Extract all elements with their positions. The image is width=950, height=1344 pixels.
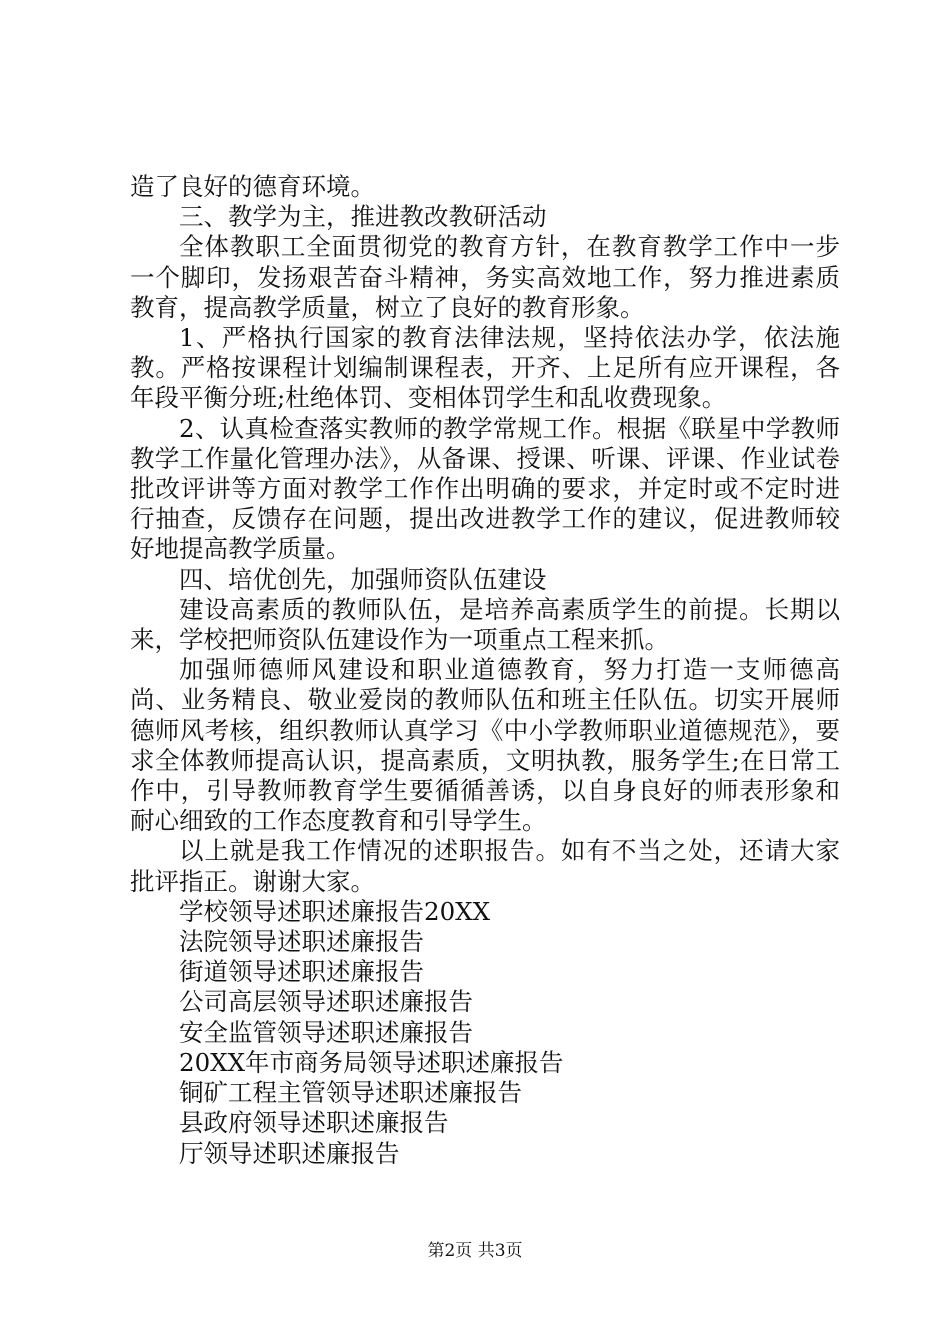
paragraph: 1、严格执行国家的教育法律法规，坚持依法办学，依法施教。严格按课程计划编制课程表，开齐、上足所有应开课程，各年段平衡分班;杜绝体罚、变相体罚学生和乱收费现象。: [130, 323, 840, 413]
paragraph: 建设高素质的教师队伍，是培养高素质学生的前提。长期以来，学校把师资队伍建设作为一项重点工程来抓。: [130, 594, 840, 655]
related-link[interactable]: 公司高层领导述职述廉报告: [179, 987, 473, 1017]
paragraph: 加强师德师风建设和职业道德教育，努力打造一支师德高尚、业务精良、敬业爱岗的教师队伍和班主任队伍。切实开展师德师风考核，组织教师认真学习《中小学教师职业道德规范》，要求全体教师提高认识，提高素质，文明执教，服务学生;在日常工作中，引导教师教育学生要循循善诱，以自身良好的师表形象和耐心细致的工作态度教育和引导学生。: [130, 655, 840, 836]
paragraph: 造了良好的德育环境。: [130, 172, 375, 201]
page-footer: [0, 1240, 950, 1262]
related-link[interactable]: 安全监管领导述职述廉报告: [179, 1017, 473, 1047]
related-link[interactable]: 法院领导述职述廉报告: [179, 927, 424, 957]
related-link[interactable]: 20XX年市商务局领导述职述廉报告: [179, 1047, 564, 1077]
paragraph: 2、认真检查落实教师的教学常规工作。根据《联星中学教师教学工作量化管理办法》，从备课、授课、听课、评课、作业试卷批改评讲等方面对教学工作作出明确的要求，并定时或不定时进行抽查，反馈存在问题，提出改进教学工作的建议，促进教师较好地提高教学质量。: [130, 413, 840, 564]
paragraph: 全体教职工全面贯彻党的教育方针，在教育教学工作中一步一个脚印，发扬艰苦奋斗精神，务实高效地工作，努力推进素质教育，提高教学质量，树立了良好的教育形象。: [130, 232, 840, 322]
related-link[interactable]: 铜矿工程主管领导述职述廉报告: [179, 1078, 522, 1108]
section-heading: 三、教学为主，推进教改教研活动: [179, 202, 547, 232]
page-number: 第2页 共3页: [427, 1241, 523, 1261]
related-link[interactable]: 学校领导述职述廉报告20XX: [179, 896, 491, 926]
related-links-list: [130, 897, 840, 1169]
related-link[interactable]: 县政府领导述职述廉报告: [179, 1108, 449, 1138]
paragraph: 以上就是我工作情况的述职报告。如有不当之处，还请大家批评指正。谢谢大家。: [130, 836, 840, 896]
related-link[interactable]: 厅领导述职述廉报告: [179, 1138, 400, 1168]
related-link[interactable]: 街道领导述职述廉报告: [179, 957, 424, 987]
document-body: [130, 172, 840, 1169]
section-heading: 四、培优创先，加强师资队伍建设: [179, 564, 547, 594]
